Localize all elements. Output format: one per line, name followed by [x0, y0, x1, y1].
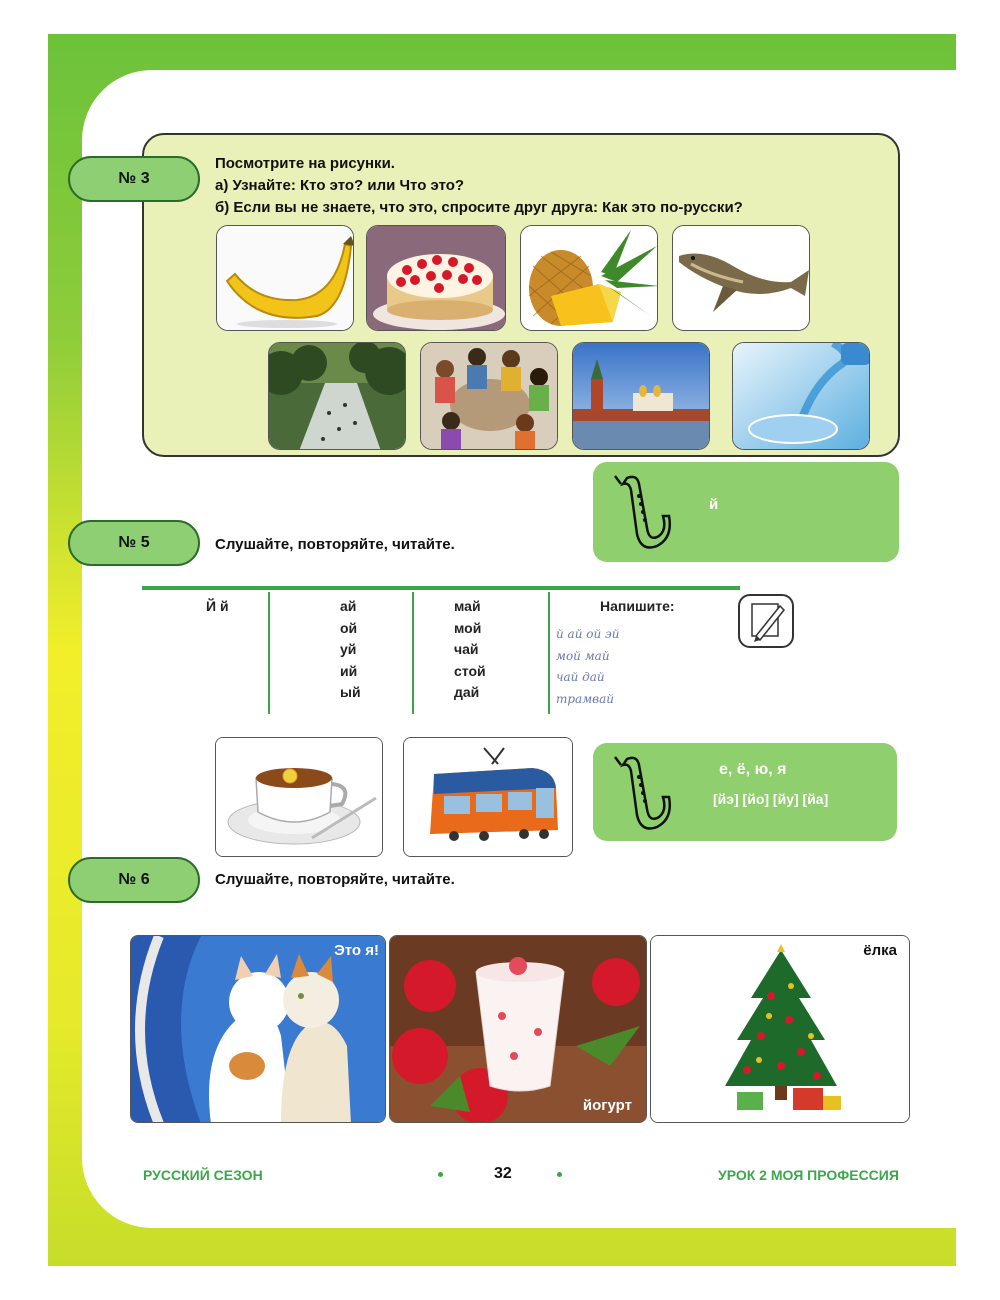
audio-letter-y: й	[709, 496, 719, 513]
saxophone-icon	[607, 753, 675, 833]
footer-dot	[438, 1172, 443, 1177]
table-divider	[412, 592, 414, 714]
word: чай	[454, 641, 479, 657]
handwriting-samples	[556, 624, 619, 710]
audio-box-letter-y[interactable]	[593, 462, 899, 562]
tree-caption: ёлка	[863, 942, 897, 959]
water-picture	[732, 342, 870, 450]
table-col-syllables	[340, 596, 361, 704]
footer-book-title: РУССКИЙ СЕЗОН	[143, 1167, 263, 1183]
write-header: Напишите:	[600, 598, 675, 614]
footer-dot	[557, 1172, 562, 1177]
syllable: ой	[340, 619, 358, 636]
word: дай	[454, 684, 480, 700]
students-picture	[420, 342, 558, 450]
task6-badge: № 6	[68, 857, 200, 903]
task3-badge: № 3	[68, 156, 200, 202]
word: май	[454, 598, 481, 614]
script-line: й ай ой эй	[556, 627, 620, 641]
task3-line-1: Посмотрите на рисунки.	[215, 155, 395, 172]
table-divider	[548, 592, 550, 714]
yogurt-picture	[389, 935, 647, 1123]
syllable: ий	[340, 662, 358, 679]
banana-picture	[216, 225, 354, 331]
kremlin-picture	[572, 342, 710, 450]
task5-instruction: Слушайте, повторяйте, читайте.	[215, 536, 455, 553]
syllable: уй	[340, 641, 357, 657]
footer-lesson-title: УРОК 2 МОЯ ПРОФЕССИЯ	[718, 1167, 899, 1183]
pencil-write-icon	[738, 594, 794, 648]
table-top-rule	[142, 586, 740, 590]
sturgeon-fish-picture	[672, 225, 810, 331]
page-number: 32	[494, 1165, 512, 1182]
word: стой	[454, 662, 486, 679]
script-line: мой май	[556, 648, 610, 663]
syllable: ый	[340, 684, 361, 700]
syllable: ай	[340, 598, 357, 614]
cat-caption: Это я!	[334, 942, 379, 959]
task3-line-3: б) Если вы не знаете, что это, спросите друг друга: Как это по-русски?	[215, 199, 743, 216]
tea-picture	[215, 737, 383, 857]
task3-instructions	[215, 153, 743, 219]
saxophone-icon	[607, 472, 675, 552]
task6-instruction: Слушайте, повторяйте, читайте.	[215, 871, 455, 888]
pineapple-picture	[520, 225, 658, 331]
task5-badge: № 5	[68, 520, 200, 566]
script-line: трамвай	[556, 691, 615, 706]
table-col-words	[454, 596, 486, 704]
park-picture	[268, 342, 406, 450]
audio-box-letters[interactable]	[593, 743, 897, 841]
word: мой	[454, 619, 482, 636]
tram-picture	[403, 737, 573, 857]
audio-letters: е, ё, ю, я	[719, 761, 787, 778]
cake-picture	[366, 225, 506, 331]
table-divider	[268, 592, 270, 714]
script-line: чай дай	[556, 670, 605, 684]
yogurt-caption: йогурт	[582, 1097, 632, 1114]
fir-tree-picture	[650, 935, 910, 1123]
cats-picture	[130, 935, 386, 1123]
audio-sounds: [йэ] [йо] [йу] [йа]	[713, 791, 829, 807]
task3-line-2: а) Узнайте: Кто это? или Что это?	[215, 177, 465, 194]
table-letter: Й й	[206, 598, 229, 614]
